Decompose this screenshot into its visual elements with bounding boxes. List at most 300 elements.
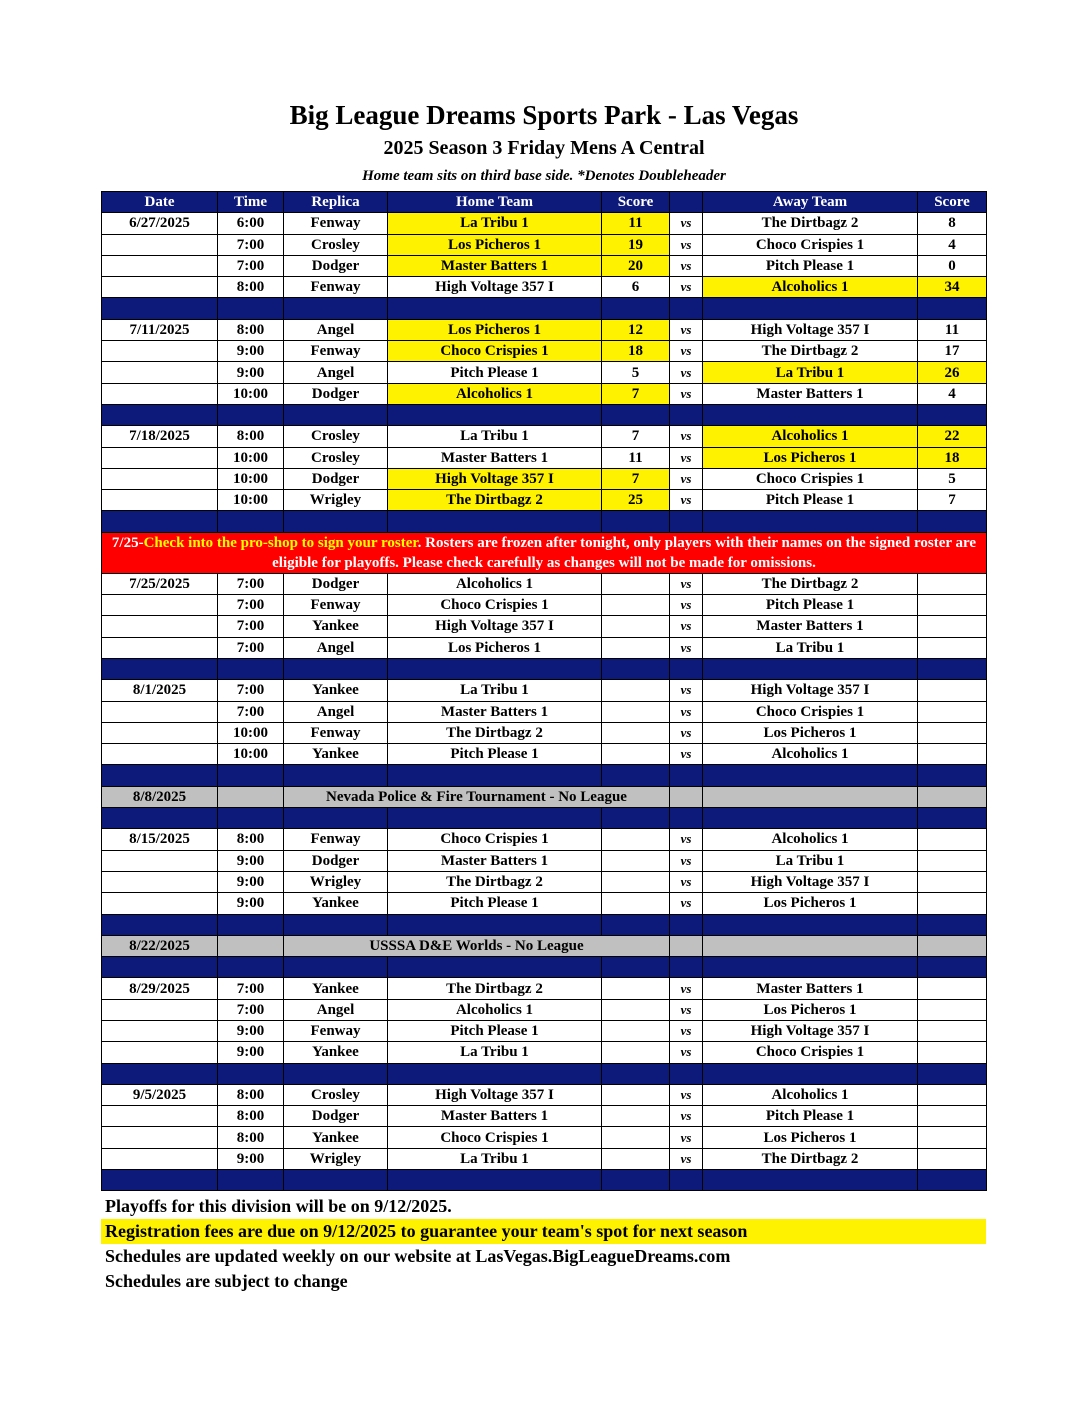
away-team-cell: The Dirtbagz 2 [703,573,918,594]
separator-cell [218,765,284,786]
replica-cell: Dodger [284,468,388,489]
time-cell: 9:00 [218,1020,284,1041]
home-team-cell: La Tribu 1 [388,426,602,447]
time-cell: 10:00 [218,744,284,765]
replica-cell: Yankee [284,680,388,701]
replica-cell: Crosley [284,1084,388,1105]
date-cell [102,1042,218,1063]
separator-cell [388,511,602,532]
home-team-cell: The Dirtbagz 2 [388,978,602,999]
time-cell: 9:00 [218,1042,284,1063]
separator-cell [388,404,602,425]
replica-cell: Yankee [284,893,388,914]
date-cell: 9/5/2025 [102,1084,218,1105]
game-row [102,255,987,276]
game-row [102,893,987,914]
home-team-cell: La Tribu 1 [388,213,602,234]
time-cell: 7:00 [218,616,284,637]
away-score-cell [918,680,987,701]
replica-cell: Yankee [284,744,388,765]
away-score-cell [918,871,987,892]
vs-cell: vs [670,829,703,850]
vs-cell: vs [670,999,703,1020]
home-score-cell [602,744,670,765]
separator-row [102,765,987,786]
away-team-cell: Choco Crispies 1 [703,1042,918,1063]
game-row [102,680,987,701]
separator-cell [602,658,670,679]
replica-cell: Angel [284,319,388,340]
away-team-cell: Master Batters 1 [703,978,918,999]
date-cell [102,341,218,362]
vs-cell: vs [670,383,703,404]
separator-cell [102,1063,218,1084]
away-score-cell: 18 [918,447,987,468]
home-team-cell: Master Batters 1 [388,255,602,276]
away-team-cell: Choco Crispies 1 [703,701,918,722]
date-cell: 7/25/2025 [102,573,218,594]
away-score-cell [918,573,987,594]
away-team-cell: Alcoholics 1 [703,1084,918,1105]
schedule-table [101,191,987,1191]
time-cell: 8:00 [218,426,284,447]
separator-cell [670,511,703,532]
away-team-cell [703,935,918,956]
home-team-cell: Choco Crispies 1 [388,595,602,616]
game-row [102,447,987,468]
date-cell [102,468,218,489]
away-score-cell [918,978,987,999]
date-cell [102,616,218,637]
separator-cell [284,957,388,978]
no-league-label: Nevada Police & Fire Tournament - No League [284,786,670,807]
separator-row [102,957,987,978]
vs-cell: vs [670,341,703,362]
home-team-cell: Pitch Please 1 [388,362,602,383]
home-team-cell: Pitch Please 1 [388,744,602,765]
separator-cell [218,658,284,679]
separator-cell [670,658,703,679]
away-team-cell: The Dirtbagz 2 [703,341,918,362]
game-row [102,277,987,298]
separator-cell [218,957,284,978]
vs-cell: vs [670,362,703,383]
time-cell: 10:00 [218,447,284,468]
separator-cell [703,765,918,786]
separator-cell [388,1170,602,1191]
vs-cell: vs [670,680,703,701]
home-score-cell: 11 [602,213,670,234]
separator-cell [102,298,218,319]
home-team-cell: Los Picheros 1 [388,319,602,340]
separator-cell [703,404,918,425]
home-team-cell: High Voltage 357 I [388,277,602,298]
home-team-cell: Choco Crispies 1 [388,341,602,362]
date-cell [102,893,218,914]
date-cell: 7/18/2025 [102,426,218,447]
separator-cell [102,1170,218,1191]
replica-cell: Fenway [284,722,388,743]
date-cell [102,234,218,255]
notice-date: 7/25- [111,534,144,551]
home-score-cell [602,893,670,914]
away-score-cell [918,744,987,765]
col-vs [670,192,703,213]
separator-cell [670,808,703,829]
time-cell: 8:00 [218,319,284,340]
away-team-cell: Los Picheros 1 [703,893,918,914]
date-cell [102,277,218,298]
time-cell: 7:00 [218,637,284,658]
home-team-cell: Choco Crispies 1 [388,1127,602,1148]
time-cell: 7:00 [218,573,284,594]
schedule-note: Home team sits on third base side. *Denotes Doubleheader [362,168,726,184]
vs-cell: vs [670,871,703,892]
home-team-cell: Alcoholics 1 [388,383,602,404]
away-team-cell: Master Batters 1 [703,383,918,404]
replica-cell: Angel [284,637,388,658]
notice-text: . Rosters are frozen after tonight, only players with their names on the signed roster are eligible for playoffs. Please check carefully as changes will not be made for omissions. [272,534,977,571]
away-team-cell: High Voltage 357 I [703,1020,918,1041]
away-team-cell: Pitch Please 1 [703,595,918,616]
separator-cell [918,957,987,978]
game-row [102,829,987,850]
separator-cell [218,914,284,935]
away-team-cell: Los Picheros 1 [703,1127,918,1148]
away-team-cell: Pitch Please 1 [703,1106,918,1127]
separator-cell [602,808,670,829]
vs-cell: vs [670,426,703,447]
game-row [102,573,987,594]
home-team-cell: Master Batters 1 [388,850,602,871]
separator-cell [918,765,987,786]
separator-cell [670,914,703,935]
page-subtitle: 2025 Season 3 Friday Mens A Central [383,137,705,159]
time-cell: 8:00 [218,1106,284,1127]
date-cell [102,999,218,1020]
vs-cell: vs [670,234,703,255]
home-team-cell: High Voltage 357 I [388,1084,602,1105]
replica-cell: Crosley [284,234,388,255]
replica-cell: Yankee [284,616,388,637]
separator-cell [284,511,388,532]
date-cell [102,722,218,743]
away-team-cell: The Dirtbagz 2 [703,213,918,234]
date-cell [102,637,218,658]
time-cell: 7:00 [218,595,284,616]
separator-cell [284,914,388,935]
home-score-cell: 12 [602,319,670,340]
home-team-cell: The Dirtbagz 2 [388,871,602,892]
home-score-cell [602,999,670,1020]
separator-cell [670,298,703,319]
separator-cell [284,765,388,786]
col-date: Date [102,192,218,213]
col-home-score: Score [602,192,670,213]
away-score-cell [918,1106,987,1127]
home-team-cell: The Dirtbagz 2 [388,490,602,511]
date-cell [102,1148,218,1169]
time-cell: 9:00 [218,893,284,914]
away-team-cell: Los Picheros 1 [703,999,918,1020]
away-team-cell: Pitch Please 1 [703,490,918,511]
home-score-cell: 7 [602,426,670,447]
separator-cell [218,808,284,829]
home-score-cell [602,1106,670,1127]
away-score-cell [918,1127,987,1148]
separator-cell [388,658,602,679]
replica-cell: Fenway [284,595,388,616]
vs-cell: vs [670,701,703,722]
separator-cell [670,1063,703,1084]
away-score-cell: 0 [918,255,987,276]
away-score-cell: 4 [918,383,987,404]
home-score-cell [602,1084,670,1105]
away-score-cell [918,1042,987,1063]
game-row [102,1148,987,1169]
separator-cell [703,808,918,829]
home-score-cell [602,850,670,871]
date-cell [102,1106,218,1127]
playoffs-note: Playoffs for this division will be on 9/12/2025. [105,1196,452,1216]
time-cell: 7:00 [218,701,284,722]
home-team-cell: Alcoholics 1 [388,573,602,594]
away-score-cell: 11 [918,319,987,340]
away-team-cell: Choco Crispies 1 [703,234,918,255]
away-team-cell: Alcoholics 1 [703,277,918,298]
notice-highlight: Check into the pro-shop to sign your roster [143,534,418,551]
home-score-cell [602,680,670,701]
separator-cell [388,808,602,829]
home-score-cell [602,871,670,892]
away-team-cell: High Voltage 357 I [703,319,918,340]
change-note: Schedules are subject to change [105,1271,348,1291]
home-score-cell: 11 [602,447,670,468]
date-cell: 6/27/2025 [102,213,218,234]
away-team-cell: Pitch Please 1 [703,255,918,276]
replica-cell: Dodger [284,255,388,276]
time-cell: 7:00 [218,680,284,701]
no-league-row [102,935,987,956]
separator-cell [703,1063,918,1084]
away-score-cell: 8 [918,213,987,234]
vs-cell: vs [670,616,703,637]
game-row [102,383,987,404]
separator-cell [388,957,602,978]
away-team-cell: Los Picheros 1 [703,447,918,468]
home-team-cell: Los Picheros 1 [388,234,602,255]
vs-cell [670,935,703,956]
separator-cell [284,1063,388,1084]
separator-cell [918,1170,987,1191]
replica-cell: Fenway [284,213,388,234]
home-score-cell [602,595,670,616]
separator-cell [602,957,670,978]
website-note: Schedules are updated weekly on our website at LasVegas.BigLeagueDreams.com [105,1246,731,1266]
vs-cell: vs [670,850,703,871]
separator-cell [102,765,218,786]
vs-cell: vs [670,978,703,999]
vs-cell [670,786,703,807]
time-cell: 7:00 [218,999,284,1020]
date-cell: 8/15/2025 [102,829,218,850]
home-team-cell: La Tribu 1 [388,1042,602,1063]
away-score-cell [918,893,987,914]
date-cell: 8/29/2025 [102,978,218,999]
away-team-cell: La Tribu 1 [703,850,918,871]
home-score-cell: 19 [602,234,670,255]
away-score-cell [918,999,987,1020]
separator-cell [102,658,218,679]
home-score-cell: 6 [602,277,670,298]
separator-cell [602,511,670,532]
game-row [102,362,987,383]
col-replica: Replica [284,192,388,213]
home-score-cell [602,1148,670,1169]
away-team-cell: Alcoholics 1 [703,829,918,850]
page-title: Big League Dreams Sports Park - Las Vegas [289,100,799,130]
home-score-cell [602,829,670,850]
game-row [102,595,987,616]
separator-cell [102,511,218,532]
separator-cell [670,765,703,786]
separator-cell [284,1170,388,1191]
separator-cell [918,1063,987,1084]
home-score-cell [602,573,670,594]
separator-cell [388,914,602,935]
time-cell: 7:00 [218,255,284,276]
game-row [102,426,987,447]
replica-cell: Dodger [284,383,388,404]
time-cell: 9:00 [218,871,284,892]
away-team-cell: Los Picheros 1 [703,722,918,743]
home-score-cell [602,1020,670,1041]
away-score-cell [918,829,987,850]
game-row [102,1106,987,1127]
away-score-cell: 26 [918,362,987,383]
away-score-cell: 17 [918,341,987,362]
away-score-cell [918,786,987,807]
replica-cell: Angel [284,701,388,722]
game-row [102,999,987,1020]
separator-cell [218,1063,284,1084]
separator-cell [602,298,670,319]
away-team-cell [703,786,918,807]
time-cell: 9:00 [218,850,284,871]
schedule-body [102,213,987,1191]
away-team-cell: The Dirtbagz 2 [703,1148,918,1169]
game-row [102,978,987,999]
separator-row [102,914,987,935]
separator-cell [918,404,987,425]
game-row [102,490,987,511]
time-cell: 7:00 [218,978,284,999]
game-row [102,468,987,489]
replica-cell: Dodger [284,1106,388,1127]
replica-cell: Yankee [284,978,388,999]
away-team-cell: Choco Crispies 1 [703,468,918,489]
home-team-cell: Master Batters 1 [388,701,602,722]
game-row [102,341,987,362]
game-row [102,637,987,658]
replica-cell: Crosley [284,426,388,447]
separator-cell [918,914,987,935]
time-cell: 10:00 [218,722,284,743]
col-away-score: Score [918,192,987,213]
time-cell: 10:00 [218,490,284,511]
date-cell [102,490,218,511]
replica-cell: Dodger [284,850,388,871]
away-team-cell: La Tribu 1 [703,362,918,383]
home-score-cell: 20 [602,255,670,276]
replica-cell: Angel [284,362,388,383]
date-cell [102,701,218,722]
home-team-cell: Los Picheros 1 [388,637,602,658]
separator-cell [670,404,703,425]
separator-cell [918,808,987,829]
separator-cell [703,658,918,679]
time-cell: 8:00 [218,1084,284,1105]
table-header-row [102,192,987,213]
game-row [102,722,987,743]
home-team-cell: High Voltage 357 I [388,616,602,637]
replica-cell: Yankee [284,1127,388,1148]
separator-cell [918,298,987,319]
time-cell: 8:00 [218,277,284,298]
separator-cell [284,404,388,425]
time-cell: 10:00 [218,383,284,404]
separator-cell [602,765,670,786]
separator-cell [703,1170,918,1191]
game-row [102,701,987,722]
away-score-cell [918,701,987,722]
vs-cell: vs [670,213,703,234]
separator-cell [670,957,703,978]
separator-cell [388,298,602,319]
date-cell [102,1127,218,1148]
vs-cell: vs [670,1127,703,1148]
separator-row [102,808,987,829]
home-score-cell [602,722,670,743]
home-score-cell [602,637,670,658]
game-row [102,1020,987,1041]
away-score-cell [918,935,987,956]
vs-cell: vs [670,277,703,298]
roster-notice [102,532,987,573]
time-cell: 9:00 [218,362,284,383]
time-cell: 10:00 [218,468,284,489]
separator-cell [918,511,987,532]
vs-cell: vs [670,1042,703,1063]
game-row [102,871,987,892]
replica-cell: Fenway [284,1020,388,1041]
game-row [102,850,987,871]
date-cell [102,362,218,383]
time-cell: 9:00 [218,1148,284,1169]
separator-cell [388,765,602,786]
away-team-cell: High Voltage 357 I [703,680,918,701]
away-team-cell: Alcoholics 1 [703,744,918,765]
separator-row [102,298,987,319]
game-row [102,616,987,637]
time-cell: 8:00 [218,829,284,850]
date-cell [102,255,218,276]
away-score-cell [918,1084,987,1105]
away-score-cell [918,1020,987,1041]
away-team-cell: Alcoholics 1 [703,426,918,447]
separator-cell [218,298,284,319]
away-score-cell [918,850,987,871]
